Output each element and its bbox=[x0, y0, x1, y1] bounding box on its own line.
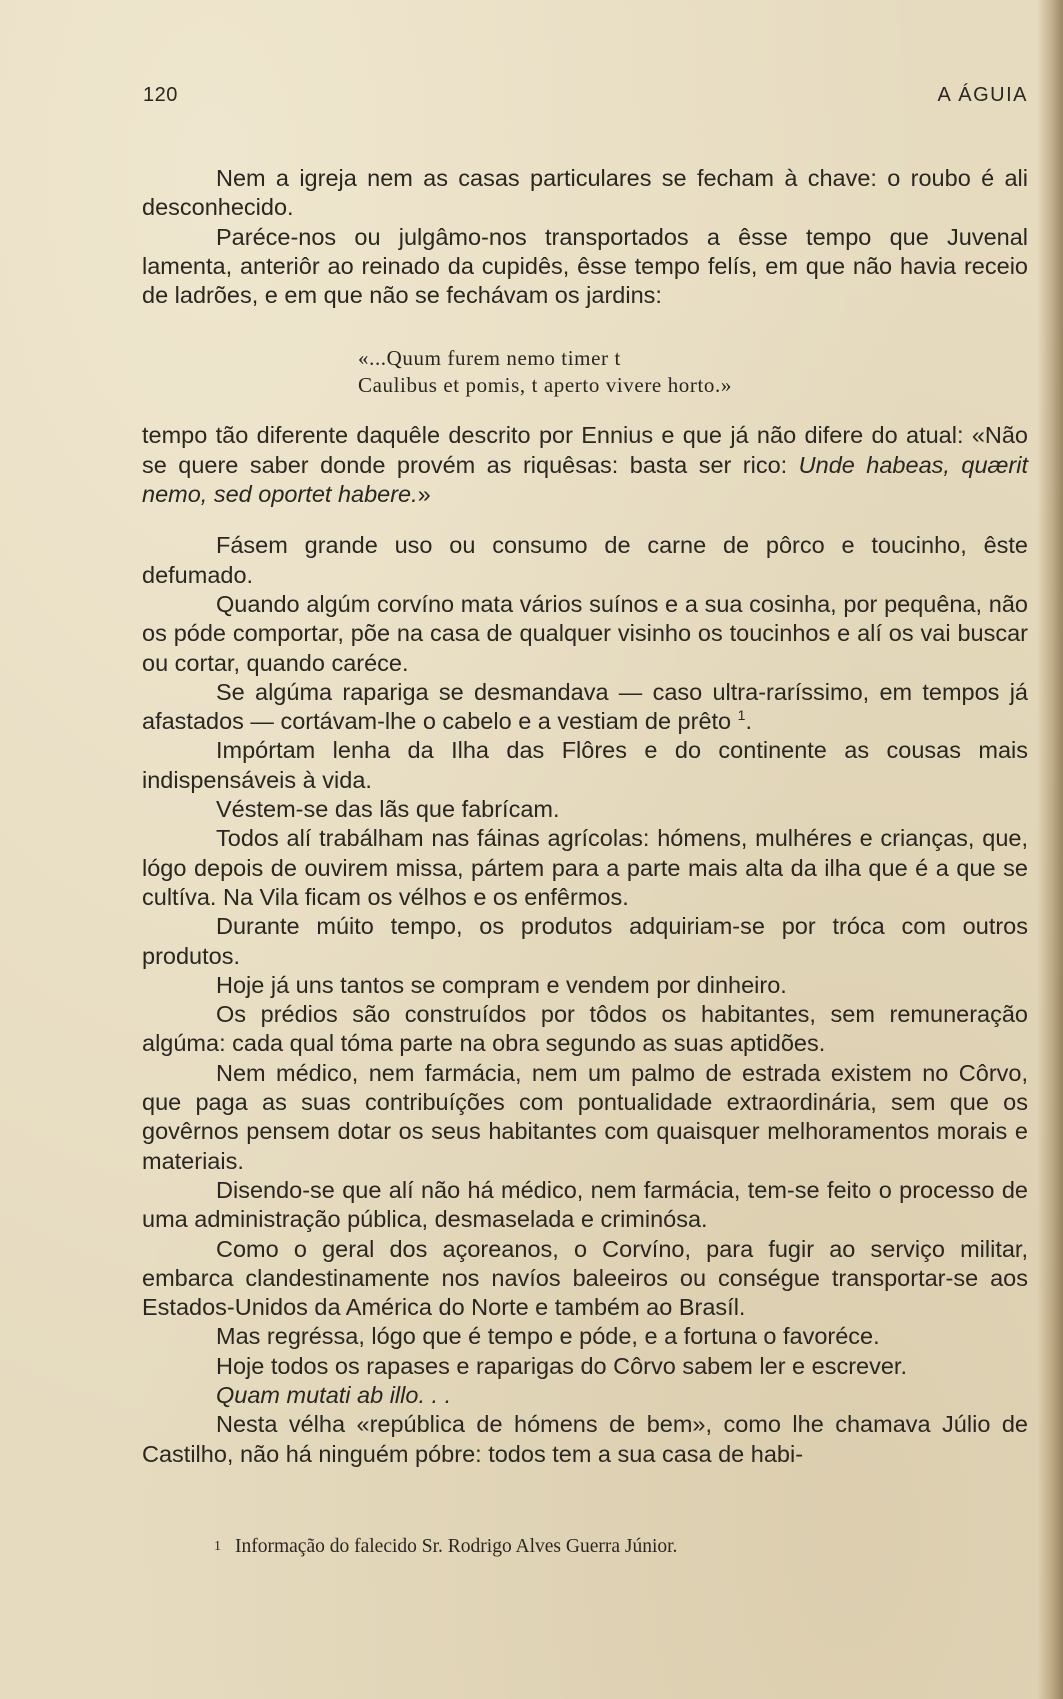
quote-line-1: «...Quum furem nemo timer t bbox=[358, 346, 621, 371]
footnote-text: Informação do falecido Sr. Rodrigo Alves Guerra Júnior. bbox=[235, 1536, 678, 1557]
paragraph-barter: Durante múito tempo, os produtos adquiriam-se por tróca com outros produtos. bbox=[142, 913, 1028, 969]
footnote bbox=[214, 1534, 1014, 1560]
latin-phrase: Unde habeas, quærit nemo, sed oportet habere. bbox=[142, 451, 1028, 508]
paragraph-after-quote bbox=[142, 421, 1028, 509]
paragraph-return: Mas regréssa, lógo que é tempo e póde, e a fortuna o favoréce. bbox=[216, 1323, 880, 1350]
body-text bbox=[142, 164, 1028, 1469]
footnote-ref: 1 bbox=[737, 707, 746, 724]
after-quote-text: tempo tão diferente daquêle descrito por Ennius e que já não difere do atual: «Não se quere saber donde provém as riquêsas: basta ser rico: bbox=[142, 422, 1028, 478]
paragraph-pork: Fásem grande uso ou consumo de carne de pôrco e toucinho, êste defumado. bbox=[142, 532, 1028, 588]
paragraph-2: Paréce-nos ou julgâmo-nos transportados a êsse tempo que Juvenal lamenta, anteriôr ao reinado da cupidês, êsse tempo felís, em que não havia receio de ladrões, e em que não se fechávam os jardins: bbox=[142, 223, 1028, 309]
paragraph-no-doctor: Nem médico, nem farmácia, nem um palmo de estrada existem no Côrvo, que paga as suas contribuíções com pontualidade extraordinária, sem que os govêrnos pensem dotar os seus habitantes com quaisquer melhoramentos morais e materiais. bbox=[142, 1059, 1028, 1174]
quote-line-2: Caulibus et pomis, t aperto vivere horto.» bbox=[358, 373, 732, 398]
running-head: A ÁGUIA bbox=[937, 84, 1028, 106]
paragraph-imports: Impórtam lenha da Ilha das Flôres e do continente as cousas mais indispensáveis à vida. bbox=[142, 737, 1028, 793]
latin-exclaim: Quam mutati ab illo. . . bbox=[216, 1381, 452, 1408]
paragraph-latin-exclaim bbox=[142, 1381, 1028, 1410]
paragraph-wool: Véstem-se das lãs que fabrícam. bbox=[216, 796, 560, 823]
paragraph-administration: Disendo-se que alí não há médico, nem farmácia, tem-se feito o processo de uma administração pública, desmaselada e criminósa. bbox=[142, 1176, 1028, 1233]
page-number: 120 bbox=[143, 84, 178, 106]
paragraph-pigs: Quando algúm corvíno mata vários suínos e a sua cosinha, por pequêna, não os póde comportar, põe na casa de qualquer visinho os toucinhos e alí os vai buscar ou cortar, quando caréce. bbox=[142, 590, 1028, 676]
paragraph-buildings: Os prédios são construídos por tôdos os habitantes, sem remuneração algúma: cada qual tóma parte na obra segundo as suas aptidões. bbox=[142, 1001, 1028, 1057]
page-edge-shadow bbox=[1037, 0, 1063, 1699]
latin-quote bbox=[358, 345, 1028, 399]
after-quote-closing: » bbox=[417, 481, 431, 508]
paragraph-literacy: Hoje todos os rapases e raparigas do Côrvo sabem ler e escrever. bbox=[216, 1352, 907, 1379]
paragraph-emigration: Como o geral dos açoreanos, o Corvíno, para fugir ao serviço militar, embarca clandestinamente nos navíos baleeiros ou conségue transportar-se aos Estados-Unidos da América do Norte e também ao Brasíl. bbox=[142, 1235, 1028, 1321]
paragraph-1: Nem a igreja nem as casas particulares se fecham à chave: o roubo é ali desconhecido. bbox=[142, 165, 1028, 221]
footnote-mark: 1 bbox=[214, 1539, 221, 1554]
paragraph-girl bbox=[142, 678, 1028, 737]
paragraph-money: Hoje já uns tantos se compram e vendem por dinheiro. bbox=[216, 971, 787, 998]
page-header bbox=[143, 84, 1028, 114]
paragraph-work: Todos alí trabálham nas fáinas agrícolas: hómens, mulhéres e crianças, que, lógo depois de ouvirem missa, pártem para a parte mais alta da ilha que é a que se cultíva. Na Vila ficam os vélhos e os enfêrmos. bbox=[142, 825, 1028, 910]
paragraph-republic: Nesta vélha «república de hómens de bem», como lhe chamava Júlio de Castilho, não há ninguém póbre: todos tem a sua casa de habi- bbox=[142, 1411, 1028, 1467]
girl-end: . bbox=[745, 708, 752, 735]
girl-text: Se algúma rapariga se desmandava — caso ultra-raríssimo, em tempos já afastados — cortávam-lhe o cabelo e a vestiam de prêto bbox=[142, 678, 1028, 735]
